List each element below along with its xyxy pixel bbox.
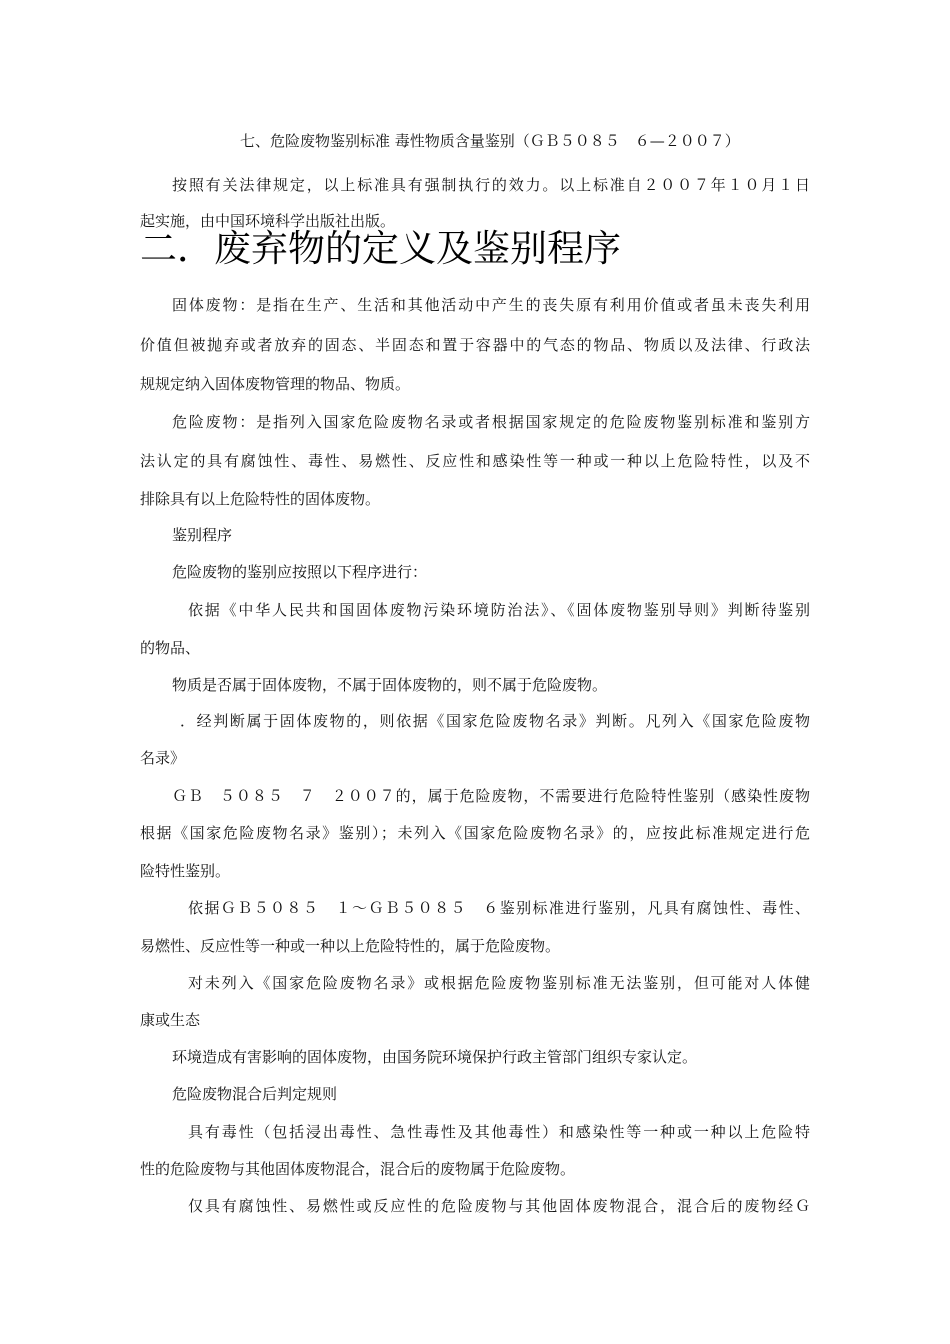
paragraph-line: 依据《中华人民共和国固体废物污染环境防治法》、《固体废物鉴别导则》判断待鉴别 <box>188 601 810 619</box>
paragraph-line: 名录》 <box>140 749 186 767</box>
paragraph-line: 易燃性、反应性等一种或一种以上危险特性的，属于危险废物。 <box>140 937 561 955</box>
paragraph-line: ．经判断属于固体废物的，则依据《国家危险废物名录》判断。凡列入《国家危险废物 <box>180 712 810 730</box>
paragraph-line: 险特性鉴别。 <box>140 862 231 880</box>
paragraph-line: 价值但被抛弃或者放弃的固态、半固态和置于容器中的气态的物品、物质以及法律、行政法 <box>140 336 810 354</box>
paragraph-line: 环境造成有害影响的固体废物，由国务院环境保护行政主管部门组织专家认定。 <box>172 1048 698 1066</box>
paragraph-line: 固体废物：是指在生产、生活和其他活动中产生的丧失原有利用价值或者虽未丧失利用 <box>172 296 810 314</box>
paragraph-line: 起实施，由中国环境科学出版社出版。 <box>140 212 396 230</box>
paragraph-line: 规规定纳入固体废物管理的物品、物质。 <box>140 375 411 393</box>
paragraph-line: 危险废物的鉴别应按照以下程序进行： <box>172 563 428 581</box>
paragraph-line: 根据《国家危险废物名录》鉴别）；未列入《国家危险废物名录》的，应按此标准规定进行危 <box>140 824 810 842</box>
paragraph-line: 法认定的具有腐蚀性、毒性、易燃性、反应性和感染性等一种或一种以上危险特性，以及不 <box>140 452 810 470</box>
paragraph-line: 仅具有腐蚀性、易燃性或反应性的危险废物与其他固体废物混合，混合后的废物经Ｇ <box>188 1197 810 1215</box>
paragraph-line: ＧＢ ５０８５ ７ ２００７的，属于危险废物，不需要进行危险特性鉴别（感染性废物 <box>172 787 810 805</box>
paragraph-line: 按照有关法律规定，以上标准具有强制执行的效力。以上标准自２００７年１０月１日 <box>172 176 810 194</box>
paragraph-line: 危险废物：是指列入国家危险废物名录或者根据国家规定的危险废物鉴别标准和鉴别方 <box>172 413 810 431</box>
paragraph-line: 排除具有以上危险特性的固体废物。 <box>140 490 381 508</box>
paragraph-line: 物质是否属于固体废物，不属于固体废物的，则不属于危险废物。 <box>172 676 608 694</box>
paragraph-line: 的物品、 <box>140 639 201 657</box>
standard-item-7: 七、危险废物鉴别标准 毒性物质含量鉴别（ＧＢ５０８５ ６—２００７） <box>240 132 740 150</box>
subheading-mixing-rules: 危险废物混合后判定规则 <box>172 1085 338 1103</box>
paragraph-line: 对未列入《国家危险废物名录》或根据危险废物鉴别标准无法鉴别，但可能对人体健 <box>188 974 810 992</box>
paragraph-line: 性的危险废物与其他固体废物混合，混合后的废物属于危险废物。 <box>140 1160 576 1178</box>
paragraph-line: 依据ＧＢ５０８５ １～ＧＢ５０８５ ６鉴别标准进行鉴别，凡具有腐蚀性、毒性、 <box>188 899 810 917</box>
paragraph-line: 康或生态 <box>140 1011 201 1029</box>
paragraph-line: 具有毒性（包括浸出毒性、急性毒性及其他毒性）和感染性等一种或一种以上危险特 <box>188 1123 810 1141</box>
section-heading: 二．废弃物的定义及鉴别程序 <box>140 227 621 270</box>
subheading-identification-procedure: 鉴别程序 <box>172 526 233 544</box>
